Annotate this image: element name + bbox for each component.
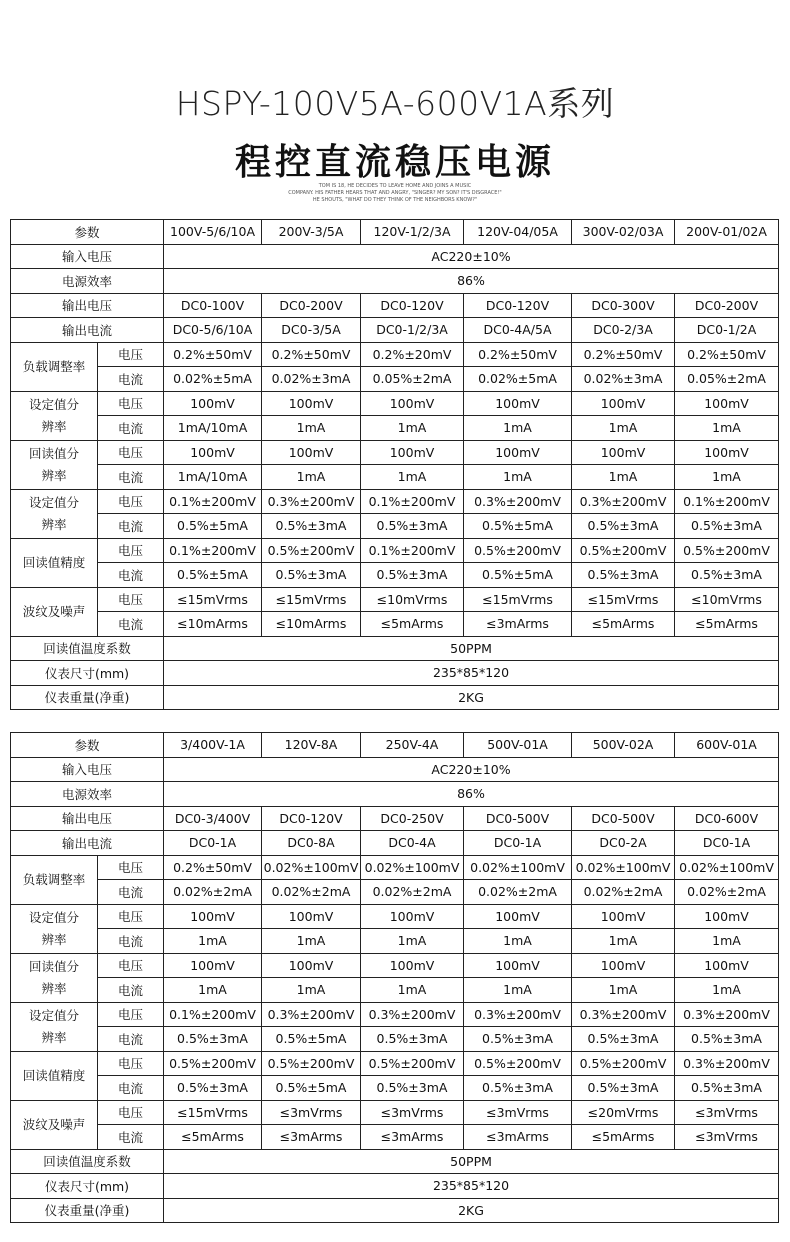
weight-label: 仪表重量(净重) <box>11 685 164 710</box>
spec-value: 0.5%±3mA <box>164 1027 262 1052</box>
spec-row <box>11 538 779 563</box>
spec-value: 100mV <box>675 904 779 929</box>
spec-value: 0.5%±200mV <box>675 538 779 563</box>
page-title: HSPY-100V5A-600V1A系列 <box>175 84 615 123</box>
sub-label: 电压 <box>98 1051 164 1076</box>
spec-value: 0.3%±200mV <box>675 1051 779 1076</box>
spec-value: 0.05%±2mA <box>361 367 464 392</box>
input-voltage-row <box>11 244 779 269</box>
spec-row <box>11 1100 779 1125</box>
spec-value: 0.5%±5mA <box>262 1076 361 1101</box>
temp-coef-row <box>11 1149 779 1174</box>
size-value: 235*85*120 <box>164 661 779 686</box>
spec-value: 100mV <box>262 440 361 465</box>
sub-label: 电压 <box>98 953 164 978</box>
spec-value: 0.02%±100mV <box>361 855 464 880</box>
output-voltage-value: DC0-600V <box>675 806 779 831</box>
spec-value: 0.02%±100mV <box>262 855 361 880</box>
spec-value: 0.3%±200mV <box>464 1002 572 1027</box>
size-value: 235*85*120 <box>164 1174 779 1199</box>
fine-print <box>0 183 790 204</box>
temp-coef-label: 回读值温度系数 <box>11 1149 164 1174</box>
output-current-value: DC0-4A/5A <box>464 318 572 343</box>
header-model-cell: 120V-8A <box>262 733 361 758</box>
header-model-cell: 120V-1/2/3A <box>361 220 464 245</box>
efficiency-label: 电源效率 <box>11 269 164 294</box>
fine-print-line: TOM IS 18, HE DECIDES TO LEAVE HOME AND JOINS A MUSIC <box>318 183 472 189</box>
spec-value: 1mA <box>572 978 675 1003</box>
header-model-cell: 100V-5/6/10A <box>164 220 262 245</box>
temp-coef-value: 50PPM <box>164 1149 779 1174</box>
sub-label: 电流 <box>98 978 164 1003</box>
output-voltage-value: DC0-120V <box>361 293 464 318</box>
spec-value: 0.2%±50mV <box>675 342 779 367</box>
sub-label: 电流 <box>98 1076 164 1101</box>
sub-label: 电流 <box>98 514 164 539</box>
spec-value: ≤10mArms <box>164 612 262 637</box>
spec-value: 0.02%±2mA <box>675 880 779 905</box>
spec-value: ≤3mArms <box>262 1125 361 1150</box>
page-subtitle: 程控直流稳压电源 <box>234 142 555 183</box>
input-voltage-label: 输入电压 <box>11 757 164 782</box>
spec-value: ≤5mArms <box>164 1125 262 1150</box>
output-voltage-value: DC0-120V <box>262 806 361 831</box>
spec-value: 1mA <box>464 465 572 490</box>
spec-value: ≤15mVrms <box>464 587 572 612</box>
sub-label: 电流 <box>98 880 164 905</box>
output-current-value: DC0-8A <box>262 831 361 856</box>
spec-value: 1mA <box>361 978 464 1003</box>
spec-row <box>11 1076 779 1101</box>
output-current-value: DC0-1A <box>464 831 572 856</box>
group-label: 设定值分辨率 <box>11 489 98 538</box>
sub-label: 电压 <box>98 440 164 465</box>
spec-value: 0.5%±3mA <box>572 514 675 539</box>
spec-value: ≤5mArms <box>572 1125 675 1150</box>
spec-value: ≤3mVrms <box>675 1100 779 1125</box>
group-label: 回读值分辨率 <box>11 953 98 1002</box>
spec-value: 0.02%±100mV <box>675 855 779 880</box>
weight-value: 2KG <box>164 1198 779 1223</box>
spec-value: 0.1%±200mV <box>675 489 779 514</box>
input-voltage-value: AC220±10% <box>164 757 779 782</box>
spec-table-2 <box>10 732 779 1223</box>
spec-value: 1mA <box>675 465 779 490</box>
spec-row <box>11 391 779 416</box>
input-voltage-row <box>11 757 779 782</box>
output-current-value: DC0-4A <box>361 831 464 856</box>
output-voltage-row <box>11 806 779 831</box>
spec-value: 100mV <box>464 391 572 416</box>
output-current-value: DC0-2A <box>572 831 675 856</box>
spec-value: 0.02%±3mA <box>572 367 675 392</box>
output-voltage-value: DC0-120V <box>464 293 572 318</box>
spec-table-1 <box>10 219 779 710</box>
sub-label: 电压 <box>98 855 164 880</box>
spec-value: 100mV <box>361 391 464 416</box>
spec-row <box>11 367 779 392</box>
output-current-row <box>11 318 779 343</box>
spec-row <box>11 514 779 539</box>
spec-value: 0.1%±200mV <box>164 489 262 514</box>
spec-value: ≤15mVrms <box>164 1100 262 1125</box>
input-voltage-label: 输入电压 <box>11 244 164 269</box>
spec-value: 0.5%±3mA <box>675 563 779 588</box>
spec-value: 0.5%±3mA <box>361 1027 464 1052</box>
spec-value: ≤3mArms <box>464 612 572 637</box>
spec-value: 0.5%±3mA <box>572 563 675 588</box>
spec-value: 1mA <box>572 929 675 954</box>
header-model-cell: 200V-3/5A <box>262 220 361 245</box>
spec-value: 0.5%±5mA <box>262 1027 361 1052</box>
spec-value: 0.02%±2mA <box>464 880 572 905</box>
output-voltage-label: 输出电压 <box>11 293 164 318</box>
spec-value: 1mA <box>464 416 572 441</box>
spec-value: ≤3mVrms <box>675 1125 779 1150</box>
spec-value: 1mA <box>572 465 675 490</box>
sub-label: 电压 <box>98 391 164 416</box>
output-voltage-value: DC0-200V <box>675 293 779 318</box>
spec-value: 1mA <box>262 416 361 441</box>
group-label: 回读值精度 <box>11 538 98 587</box>
output-voltage-value: DC0-500V <box>464 806 572 831</box>
spec-value: 0.2%±50mV <box>164 342 262 367</box>
spec-value: ≤15mVrms <box>262 587 361 612</box>
spec-value: 0.3%±200mV <box>572 1002 675 1027</box>
output-current-label: 输出电流 <box>11 831 164 856</box>
spec-value: 0.02%±2mA <box>572 880 675 905</box>
output-current-value: DC0-5/6/10A <box>164 318 262 343</box>
spec-value: 1mA <box>675 929 779 954</box>
spec-value: 100mV <box>572 953 675 978</box>
spec-row <box>11 929 779 954</box>
output-current-value: DC0-1/2/3A <box>361 318 464 343</box>
spec-value: 0.5%±3mA <box>361 1076 464 1101</box>
input-voltage-value: AC220±10% <box>164 244 779 269</box>
spec-value: 100mV <box>361 904 464 929</box>
efficiency-value: 86% <box>164 782 779 807</box>
output-current-value: DC0-1/2A <box>675 318 779 343</box>
group-label: 负载调整率 <box>11 855 98 904</box>
spec-value: 100mV <box>464 953 572 978</box>
spec-row <box>11 416 779 441</box>
spec-row <box>11 612 779 637</box>
sub-label: 电压 <box>98 904 164 929</box>
group-label: 设定值分辨率 <box>11 391 98 440</box>
spec-value: 0.02%±3mA <box>262 367 361 392</box>
spec-value: 0.5%±200mV <box>164 1051 262 1076</box>
spec-value: 0.5%±200mV <box>361 1051 464 1076</box>
spec-value: 1mA <box>464 978 572 1003</box>
output-current-value: DC0-2/3A <box>572 318 675 343</box>
spec-value: 0.3%±200mV <box>675 1002 779 1027</box>
spec-value: ≤15mVrms <box>572 587 675 612</box>
spec-value: 100mV <box>572 904 675 929</box>
table-header-row <box>11 220 779 245</box>
header-model-cell: 500V-01A <box>464 733 572 758</box>
spec-value: 100mV <box>262 904 361 929</box>
spec-value: 100mV <box>572 391 675 416</box>
spec-value: 0.3%±200mV <box>262 1002 361 1027</box>
table-header-row <box>11 733 779 758</box>
spec-value: 1mA <box>164 978 262 1003</box>
spec-value: 1mA <box>262 929 361 954</box>
spec-value: 0.1%±200mV <box>361 489 464 514</box>
sub-label: 电压 <box>98 1100 164 1125</box>
spec-value: 0.5%±5mA <box>164 563 262 588</box>
fine-print-line: HE SHOUTS, "WHAT DO THEY THINK OF THE NEIGHBORS KNOW?" <box>312 197 478 203</box>
spec-value: 100mV <box>361 440 464 465</box>
spec-value: ≤3mVrms <box>361 1100 464 1125</box>
spec-row <box>11 489 779 514</box>
spec-value: 0.5%±200mV <box>464 538 572 563</box>
spec-value: 0.1%±200mV <box>164 1002 262 1027</box>
spec-value: 0.1%±200mV <box>164 538 262 563</box>
spec-row <box>11 978 779 1003</box>
spec-value: 1mA <box>262 978 361 1003</box>
sub-label: 电压 <box>98 538 164 563</box>
spec-value: ≤20mVrms <box>572 1100 675 1125</box>
spec-value: 0.5%±200mV <box>572 1051 675 1076</box>
spec-value: 0.3%±200mV <box>262 489 361 514</box>
spec-value: 0.5%±3mA <box>464 1027 572 1052</box>
spec-value: 0.5%±5mA <box>464 563 572 588</box>
header-model-cell: 120V-04/05A <box>464 220 572 245</box>
sub-label: 电压 <box>98 342 164 367</box>
spec-value: 0.2%±50mV <box>164 855 262 880</box>
spec-value: 100mV <box>361 953 464 978</box>
efficiency-row <box>11 269 779 294</box>
header-model-cell: 250V-4A <box>361 733 464 758</box>
output-current-label: 输出电流 <box>11 318 164 343</box>
spec-value: 0.5%±3mA <box>675 1027 779 1052</box>
spec-value: 0.5%±3mA <box>675 1076 779 1101</box>
header-model-cell: 600V-01A <box>675 733 779 758</box>
size-label: 仪表尺寸(mm) <box>11 661 164 686</box>
spec-value: 0.5%±5mA <box>464 514 572 539</box>
output-current-value: DC0-1A <box>164 831 262 856</box>
fine-print-line: COMPANY. HIS FATHER HEARS THAT AND ANGRY, "SINGER? MY SON? IT'S DISGRACE!" <box>288 190 502 196</box>
output-voltage-row <box>11 293 779 318</box>
spec-value: 0.2%±50mV <box>464 342 572 367</box>
efficiency-row <box>11 782 779 807</box>
group-label: 波纹及噪声 <box>11 1100 98 1149</box>
spec-row <box>11 465 779 490</box>
spec-value: 1mA/10mA <box>164 465 262 490</box>
spec-value: ≤10mArms <box>262 612 361 637</box>
spec-value: 0.2%±50mV <box>572 342 675 367</box>
spec-value: 0.5%±3mA <box>675 514 779 539</box>
spec-value: ≤3mArms <box>464 1125 572 1150</box>
spec-value: 1mA <box>361 416 464 441</box>
header-model-cell: 3/400V-1A <box>164 733 262 758</box>
spec-value: 1mA/10mA <box>164 416 262 441</box>
output-current-value: DC0-1A <box>675 831 779 856</box>
output-voltage-value: DC0-300V <box>572 293 675 318</box>
group-label: 设定值分辨率 <box>11 904 98 953</box>
spec-value: 0.5%±200mV <box>572 538 675 563</box>
efficiency-label: 电源效率 <box>11 782 164 807</box>
spec-value: 0.02%±2mA <box>164 880 262 905</box>
spec-value: 100mV <box>675 440 779 465</box>
sub-label: 电流 <box>98 416 164 441</box>
header-param-label: 参数 <box>11 733 164 758</box>
spec-value: ≤5mArms <box>361 612 464 637</box>
weight-label: 仪表重量(净重) <box>11 1198 164 1223</box>
sub-label: 电流 <box>98 929 164 954</box>
spec-value: ≤10mVrms <box>361 587 464 612</box>
spec-value: 1mA <box>361 465 464 490</box>
spec-row <box>11 855 779 880</box>
weight-row <box>11 1198 779 1223</box>
header-param-label: 参数 <box>11 220 164 245</box>
spec-row <box>11 587 779 612</box>
spec-value: 1mA <box>361 929 464 954</box>
spec-value: 100mV <box>164 440 262 465</box>
spec-value: 100mV <box>675 391 779 416</box>
spec-value: 1mA <box>262 465 361 490</box>
spec-value: 0.5%±3mA <box>262 514 361 539</box>
spec-value: 0.3%±200mV <box>464 489 572 514</box>
header-model-cell: 200V-01/02A <box>675 220 779 245</box>
output-voltage-value: DC0-500V <box>572 806 675 831</box>
spec-value: 0.02%±100mV <box>464 855 572 880</box>
spec-value: 0.02%±100mV <box>572 855 675 880</box>
spec-value: 100mV <box>464 904 572 929</box>
spec-row <box>11 440 779 465</box>
spec-value: 0.1%±200mV <box>361 538 464 563</box>
spec-row <box>11 953 779 978</box>
sub-label: 电流 <box>98 367 164 392</box>
spec-value: 0.5%±3mA <box>572 1027 675 1052</box>
spec-value: 0.3%±200mV <box>572 489 675 514</box>
spec-row <box>11 1002 779 1027</box>
spec-value: 0.02%±5mA <box>164 367 262 392</box>
sub-label: 电流 <box>98 1027 164 1052</box>
group-label: 负载调整率 <box>11 342 98 391</box>
output-voltage-label: 输出电压 <box>11 806 164 831</box>
output-voltage-value: DC0-250V <box>361 806 464 831</box>
spec-row <box>11 563 779 588</box>
efficiency-value: 86% <box>164 269 779 294</box>
spec-value: ≤15mVrms <box>164 587 262 612</box>
sub-label: 电压 <box>98 1002 164 1027</box>
spec-value: 0.5%±3mA <box>361 514 464 539</box>
spec-value: 0.5%±3mA <box>164 1076 262 1101</box>
output-voltage-value: DC0-100V <box>164 293 262 318</box>
sub-label: 电压 <box>98 587 164 612</box>
spec-value: 1mA <box>675 416 779 441</box>
spec-value: 100mV <box>464 440 572 465</box>
weight-row <box>11 685 779 710</box>
size-label: 仪表尺寸(mm) <box>11 1174 164 1199</box>
spec-value: 1mA <box>572 416 675 441</box>
sub-label: 电压 <box>98 489 164 514</box>
output-voltage-value: DC0-3/400V <box>164 806 262 831</box>
spec-value: 0.3%±200mV <box>361 1002 464 1027</box>
spec-value: 1mA <box>675 978 779 1003</box>
spec-value: ≤5mArms <box>675 612 779 637</box>
spec-value: ≤5mArms <box>572 612 675 637</box>
spec-value: 0.5%±3mA <box>464 1076 572 1101</box>
temp-coef-row <box>11 636 779 661</box>
weight-value: 2KG <box>164 685 779 710</box>
spec-row <box>11 880 779 905</box>
spec-value: 0.02%±5mA <box>464 367 572 392</box>
spec-value: 0.5%±200mV <box>262 538 361 563</box>
output-current-row <box>11 831 779 856</box>
spec-value: 0.5%±5mA <box>164 514 262 539</box>
spec-value: 0.02%±2mA <box>361 880 464 905</box>
spec-value: 0.5%±3mA <box>572 1076 675 1101</box>
temp-coef-label: 回读值温度系数 <box>11 636 164 661</box>
spec-value: 0.2%±50mV <box>262 342 361 367</box>
sub-label: 电流 <box>98 612 164 637</box>
spec-row <box>11 1051 779 1076</box>
spec-value: ≤3mArms <box>361 1125 464 1150</box>
size-row <box>11 1174 779 1199</box>
sub-label: 电流 <box>98 563 164 588</box>
spec-value: 0.05%±2mA <box>675 367 779 392</box>
sub-label: 电流 <box>98 465 164 490</box>
spec-row <box>11 342 779 367</box>
sub-label: 电流 <box>98 1125 164 1150</box>
output-current-value: DC0-3/5A <box>262 318 361 343</box>
spec-value: 100mV <box>164 953 262 978</box>
spec-row <box>11 904 779 929</box>
spec-value: 100mV <box>262 391 361 416</box>
spec-value: 0.5%±3mA <box>262 563 361 588</box>
spec-value: 0.5%±200mV <box>262 1051 361 1076</box>
spec-value: 0.5%±200mV <box>464 1051 572 1076</box>
spec-value: 100mV <box>262 953 361 978</box>
spec-value: 100mV <box>675 953 779 978</box>
size-row <box>11 661 779 686</box>
header-model-cell: 300V-02/03A <box>572 220 675 245</box>
spec-value: ≤10mVrms <box>675 587 779 612</box>
spec-value: 100mV <box>164 391 262 416</box>
spec-value: ≤3mVrms <box>464 1100 572 1125</box>
spec-value: 100mV <box>572 440 675 465</box>
spec-value: ≤3mVrms <box>262 1100 361 1125</box>
group-label: 设定值分辨率 <box>11 1002 98 1051</box>
spec-value: 1mA <box>464 929 572 954</box>
spec-row <box>11 1027 779 1052</box>
spec-row <box>11 1125 779 1150</box>
spec-value: 0.5%±3mA <box>361 563 464 588</box>
output-voltage-value: DC0-200V <box>262 293 361 318</box>
spec-value: 100mV <box>164 904 262 929</box>
group-label: 回读值分辨率 <box>11 440 98 489</box>
spec-value: 1mA <box>164 929 262 954</box>
spec-value: 0.2%±20mV <box>361 342 464 367</box>
temp-coef-value: 50PPM <box>164 636 779 661</box>
group-label: 波纹及噪声 <box>11 587 98 636</box>
header-model-cell: 500V-02A <box>572 733 675 758</box>
spec-value: 0.02%±2mA <box>262 880 361 905</box>
group-label: 回读值精度 <box>11 1051 98 1100</box>
